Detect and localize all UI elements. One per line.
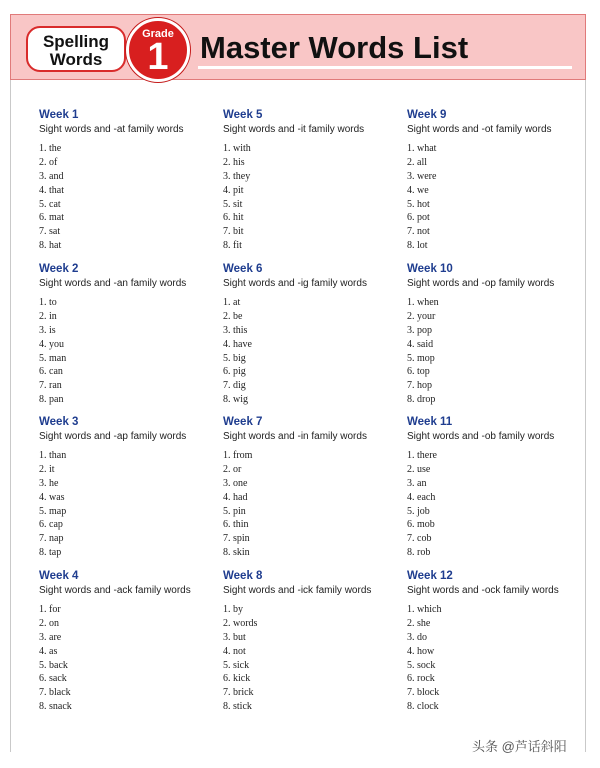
word-item: 6. pig: [223, 366, 246, 378]
word-item: 5. hot: [407, 198, 430, 210]
word-item: 1. than: [39, 450, 67, 461]
word-item: 6. can: [39, 366, 63, 378]
week-block: [39, 262, 219, 407]
week-title: Week 8: [223, 570, 263, 582]
word-item: 3. one: [223, 477, 248, 489]
word-item: 7. cob: [407, 533, 432, 545]
word-item: 3. pop: [407, 324, 432, 336]
word-item: 8. lot: [407, 240, 428, 252]
word-item: 4. you: [39, 338, 64, 350]
word-item: 3. he: [39, 477, 59, 489]
week-subtitle: Sight words and -ock family words: [407, 585, 559, 596]
week-title: Week 10: [407, 263, 453, 275]
word-item: 8. fit: [223, 240, 242, 252]
week-title: Week 6: [223, 263, 263, 275]
word-item: 4. as: [39, 645, 58, 657]
week-block: [407, 415, 587, 560]
word-item: 3. are: [39, 631, 62, 643]
word-item: 6. sack: [39, 673, 67, 685]
word-item: 1. when: [407, 297, 439, 308]
word-item: 5. back: [39, 659, 68, 671]
word-item: 4. that: [39, 184, 64, 196]
week-subtitle: Sight words and -it family words: [223, 124, 365, 135]
week-title: Week 1: [39, 109, 79, 121]
week-subtitle: Sight words and -op family words: [407, 278, 555, 289]
word-item: 2. use: [407, 463, 431, 475]
word-item: 2. all: [407, 156, 427, 168]
word-item: 6. top: [407, 366, 430, 378]
title-underline: [198, 66, 572, 69]
week-subtitle: Sight words and -ig family words: [223, 278, 367, 289]
word-item: 3. were: [407, 170, 437, 182]
week-title: Week 7: [223, 416, 263, 428]
word-item: 1. from: [223, 450, 253, 461]
week-title: Week 9: [407, 109, 447, 121]
word-item: 5. sick: [223, 659, 250, 671]
week-block: [39, 415, 219, 560]
word-item: 6. mob: [407, 519, 435, 531]
word-item: 4. have: [223, 338, 252, 350]
badge-line-1: Spelling: [42, 32, 110, 51]
word-item: 6. mat: [39, 212, 64, 224]
word-item: 5. pin: [223, 505, 246, 517]
week-subtitle: Sight words and -at family words: [39, 124, 184, 135]
word-item: 5. mop: [407, 352, 435, 364]
word-item: 5. big: [223, 352, 246, 364]
word-item: 8. stick: [223, 701, 252, 713]
page-title: Master Words List: [200, 30, 469, 65]
week-subtitle: Sight words and -ick family words: [223, 585, 372, 596]
word-item: 7. not: [407, 226, 430, 238]
spelling-words-badge: [26, 26, 126, 72]
word-item: 4. pit: [223, 184, 244, 196]
word-item: 3. and: [39, 170, 64, 182]
word-item: 1. by: [223, 604, 243, 615]
word-item: 8. clock: [407, 701, 439, 713]
word-item: 2. your: [407, 310, 436, 322]
word-item: 4. said: [407, 338, 434, 350]
word-item: 1. to: [39, 297, 57, 308]
word-item: 8. pan: [39, 394, 64, 406]
word-item: 7. sat: [39, 226, 61, 238]
word-item: 2. be: [223, 310, 243, 322]
word-item: 5. map: [39, 505, 67, 517]
word-item: 6. rock: [407, 673, 435, 685]
word-item: 2. of: [39, 156, 58, 168]
week-subtitle: Sight words and -ot family words: [407, 124, 552, 135]
word-item: 8. hat: [39, 240, 62, 252]
word-item: 5. sock: [407, 659, 436, 671]
word-item: 6. hit: [223, 212, 244, 224]
word-item: 4. we: [407, 184, 429, 196]
word-item: 4. was: [39, 491, 65, 503]
word-item: 3. is: [39, 324, 56, 336]
week-title: Week 5: [223, 109, 263, 121]
word-item: 1. what: [407, 143, 437, 154]
word-item: 3. this: [223, 324, 248, 336]
week-block: [407, 262, 587, 407]
week-block: [223, 108, 403, 253]
word-item: 2. his: [223, 156, 245, 168]
word-item: 1. with: [223, 143, 251, 154]
word-item: 4. had: [223, 491, 248, 503]
word-item: 8. wig: [223, 394, 248, 406]
word-item: 7. dig: [223, 380, 246, 392]
word-item: 5. job: [407, 505, 430, 517]
word-item: 7. brick: [223, 687, 254, 699]
word-item: 3. do: [407, 631, 427, 643]
word-item: 8. drop: [407, 394, 436, 406]
word-item: 8. skin: [223, 547, 250, 559]
word-item: 4. how: [407, 645, 435, 657]
word-item: 3. but: [223, 631, 246, 643]
word-item: 2. in: [39, 310, 57, 322]
word-item: 8. tap: [39, 547, 62, 559]
week-title: Week 11: [407, 416, 453, 428]
word-item: 8. snack: [39, 701, 72, 713]
word-item: 1. the: [39, 143, 62, 154]
word-item: 4. each: [407, 491, 436, 503]
week-subtitle: Sight words and -ack family words: [39, 585, 191, 596]
word-item: 6. thin: [223, 519, 249, 531]
word-item: 2. on: [39, 617, 59, 629]
week-title: Week 3: [39, 416, 79, 428]
word-item: 7. bit: [223, 226, 244, 238]
watermark: 头条 @芦话斜阳: [472, 739, 567, 754]
word-item: 6. kick: [223, 673, 251, 685]
word-item: 5. man: [39, 352, 67, 364]
grade-number: 1: [147, 36, 169, 78]
word-item: 8. rob: [407, 547, 431, 559]
week-block: [223, 569, 403, 714]
week-block: [39, 108, 219, 253]
word-item: 7. black: [39, 687, 71, 699]
word-item: 5. cat: [39, 198, 61, 210]
word-item: 1. there: [407, 450, 437, 461]
word-item: 1. for: [39, 604, 61, 615]
grade-label: Grade: [142, 28, 174, 40]
week-subtitle: Sight words and -ob family words: [407, 431, 555, 442]
word-item: 3. they: [223, 170, 251, 182]
word-item: 7. ran: [39, 380, 62, 392]
week-block: [39, 569, 219, 714]
week-subtitle: Sight words and -ap family words: [39, 431, 187, 442]
week-title: Week 2: [39, 263, 79, 275]
word-item: 3. an: [407, 477, 427, 489]
word-item: 7. spin: [223, 533, 250, 545]
word-item: 2. it: [39, 463, 55, 475]
week-block: [407, 108, 587, 253]
week-subtitle: Sight words and -an family words: [39, 278, 187, 289]
word-item: 1. which: [407, 604, 442, 615]
word-item: 1. at: [223, 297, 241, 308]
week-block: [407, 569, 587, 714]
word-item: 6. pot: [407, 212, 430, 224]
word-item: 4. not: [223, 645, 246, 657]
word-item: 6. cap: [39, 519, 63, 531]
word-item: 2. words: [223, 617, 258, 629]
week-block: [223, 262, 403, 407]
word-item: 7. hop: [407, 380, 432, 392]
word-item: 2. she: [407, 617, 431, 629]
word-item: 7. block: [407, 687, 440, 699]
word-item: 2. or: [223, 463, 242, 475]
week-title: Week 12: [407, 570, 453, 582]
grade-circle: [126, 18, 190, 82]
week-subtitle: Sight words and -in family words: [223, 431, 367, 442]
word-item: 5. sit: [223, 198, 243, 210]
word-item: 7. nap: [39, 533, 64, 545]
week-title: Week 4: [39, 570, 79, 582]
badge-line-2: Words: [49, 50, 103, 69]
week-block: [223, 415, 403, 560]
